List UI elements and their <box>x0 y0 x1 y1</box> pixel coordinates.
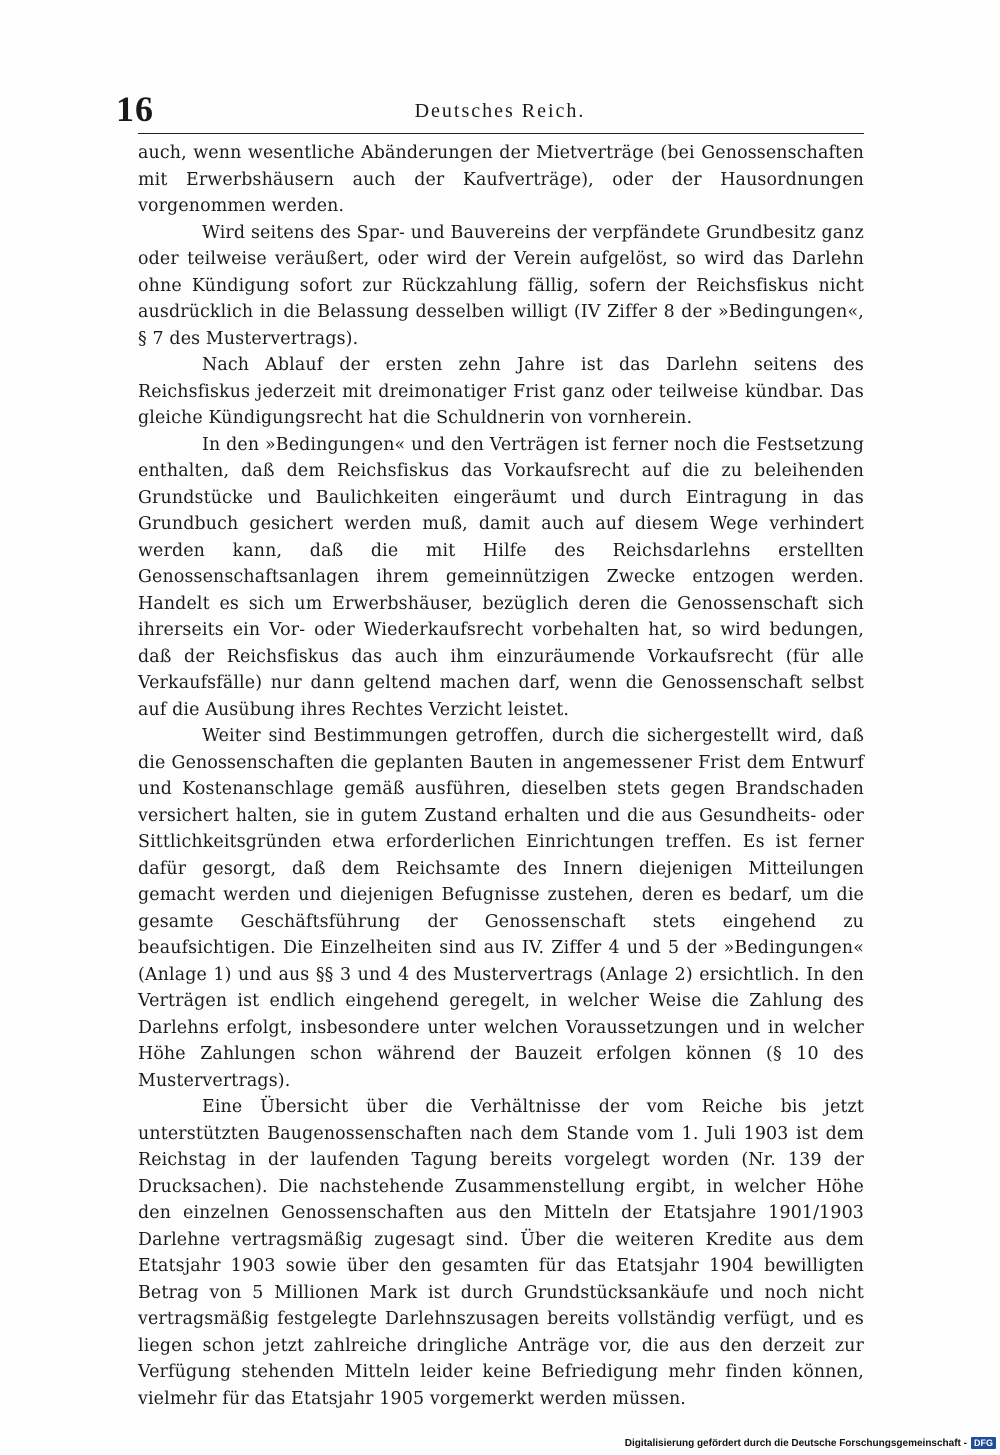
digitization-footer <box>625 1437 996 1449</box>
paragraph: In den »Bedingungen« und den Verträgen ist ferner noch die Festsetzung enthalten, daß dem Reichsfiskus das Vorkaufsrecht auf die zu beleihenden Grundstücke und Baulichkeiten eingeräumt und durch Eintragung in das Grundbuch gesichert werden muß, damit auch auf diesem Wege verhindert werden kann, daß die mit Hilfe des Reichsdarlehns erstellten Genossenschaftsanlagen ihrem gemeinnützigen Zwecke entzogen werden. Handelt es sich um Erwerbshäuser, bezüglich deren die Genossenschaft sich ihrerseits ein Vor- oder Wiederkaufsrecht vorbehalten hat, so wird bedungen, daß der Reichsfiskus das auch ihm einzuräumende Vorkaufsrecht (für alle Verkaufsfälle) nur dann geltend machen darf, wenn die Genossenschaft selbst auf die Ausübung ihres Rechtes Verzicht leistet. <box>138 434 864 720</box>
paragraph: Wird seitens des Spar- und Bauvereins der verpfändete Grundbesitz ganz oder teilweise veräußert, oder wird der Verein aufgelöst, so wird das Darlehn ohne Kündigung sofort zur Rückzahlung fällig, sofern der Reichsfiskus nicht ausdrücklich in die Belassung desselben willigt (IV Ziffer 8 der »Bedingungen«, § 7 des Mustervertrags). <box>138 222 864 349</box>
paragraph: Weiter sind Bestimmungen getroffen, durch die sichergestellt wird, daß die Genossenschaften die geplanten Bauten in angemessener Frist dem Entwurf und Kostenanschlage gemäß ausführen, dieselben stets gegen Brandschaden versichert halten, sie in gutem Zustand erhalten und die aus Gesundheits- oder Sittlichkeitsgründen etwa erforderlichen Einrichtungen treffen. Es ist ferner dafür gesorgt, daß dem Reichsamte des Innern diejenigen Mitteilungen gemacht werden und diejenigen Befugnisse zustehen, deren es bedarf, um die gesamte Geschäftsführung der Genossenschaft stets eingehend zu beaufsichtigen. Die Einzelheiten sind aus IV. Ziffer 4 und 5 der »Bedingungen« (Anlage 1) und aus §§ 3 und 4 des Mustervertrags (Anlage 2) ersichtlich. In den Verträgen ist endlich eingehend geregelt, in welcher Weise die Zahlung des Darlehns erfolgt, insbesondere unter welchen Voraussetzungen und in welcher Höhe Zahlungen schon während der Bauzeit erfolgen können (§ 10 des Mustervertrags). <box>138 726 864 1091</box>
dfg-logo: DFG <box>971 1437 996 1449</box>
running-title: Deutsches Reich. <box>414 100 586 122</box>
digitization-note: Digitalisierung gefördert durch die Deutsche Forschungsgemeinschaft - <box>624 1437 967 1449</box>
paragraph: Eine Übersicht über die Verhältnisse der vom Reiche bis jetzt unterstützten Baugenossenschaften nach dem Stande vom 1. Juli 1903 ist dem Reichstag in der laufenden Tagung bereits vorgelegt worden (Nr. 139 der Drucksachen). Die nachstehende Zusammenstellung ergibt, in welcher Höhe den einzelnen Genossenschaften aus den Mitteln der Etatsjahre 1901/1903 Darlehne vertragsmäßig zugesagt sind. Über die weiteren Kredite aus dem Etatsjahr 1903 sowie über den gesamten für das Etatsjahr 1904 bewilligten Betrag von 5 Millionen Mark ist durch Grundstücksankäufe und noch nicht vertragsmäßig festgelegte Darlehnszusagen bereits vollständig verfügt, und es liegen schon jetzt zahlreiche dringliche Anträge vor, die aus den derzeit zur Verfügung stehenden Mitteln leider keine Befriedigung mehr finden können, vielmehr für das Etatsjahr 1905 vorgemerkt werden müssen. <box>138 1097 864 1409</box>
body-text <box>138 140 864 1412</box>
paragraph: auch, wenn wesentliche Abänderungen der Mietverträge (bei Genossenschaften mit Erwerbshäusern auch der Kaufverträge), oder der Hausordnungen vorgenommen werden. <box>138 143 864 216</box>
page-number: 16 <box>116 89 154 129</box>
paragraph: Nach Ablauf der ersten zehn Jahre ist das Darlehn seitens des Reichsfiskus jederzeit mit dreimonatiger Frist ganz oder teilweise kündbar. Das gleiche Kündigungsrecht hat die Schuldnerin von vornherein. <box>138 355 864 428</box>
header-rule <box>138 133 864 134</box>
